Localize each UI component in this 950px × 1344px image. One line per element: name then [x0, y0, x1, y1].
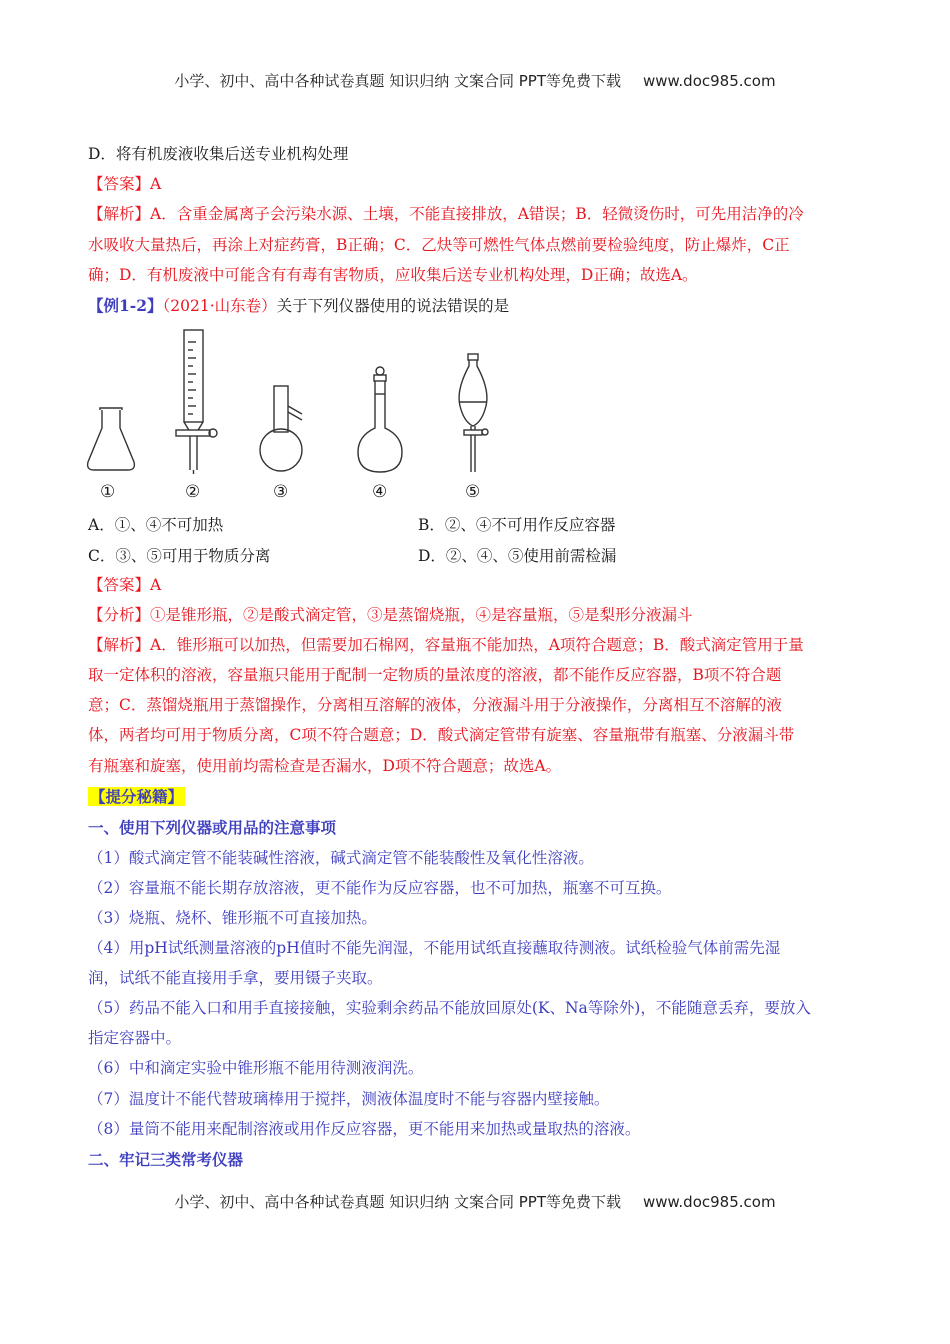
instruments-figure — [0, 0, 950, 520]
q2-analysis-line-5: 有瓶塞和旋塞，使用前均需检查是否漏水，D项不符合题意；故选A。 — [88, 757, 562, 775]
instrument-label-4: ④ — [372, 482, 388, 502]
footer-text: 小学、初中、高中各种试卷真题 知识归纳 文案合同 PPT等免费下载 — [174, 1193, 621, 1211]
option-c: C．③、⑤可用于物质分离 — [88, 547, 271, 565]
analysis-text: A．锥形瓶可以加热，但需要加石棉网，容量瓶不能加热，A项符合题意；B．酸式滴定管用于量 — [150, 636, 804, 654]
footer-url[interactable]: www.doc985.com — [642, 1193, 776, 1211]
analysis-tag: 【解析】 — [88, 205, 151, 223]
q1-analysis-line-2: 水吸收大量热后，再涂上对症药膏，B正确；C．乙炔等可燃性气体点燃前要检验纯度，防止爆炸，C正 — [88, 236, 790, 254]
tip-line-3: （3）烧瓶、烧杯、锥形瓶不可直接加热。 — [88, 909, 377, 927]
header-text: 小学、初中、高中各种试卷真题 知识归纳 文案合同 PPT等免费下载 — [174, 72, 621, 90]
tip-line-1: （1）酸式滴定管不能装碱性溶液，碱式滴定管不能装酸性及氧化性溶液。 — [88, 849, 594, 867]
instrument-label-1: ① — [100, 482, 116, 502]
q2-analysis-line-2: 取一定体积的溶液，容量瓶只能用于配制一定物质的量浓度的溶液，都不能作反应容器，B项不符合题 — [88, 666, 782, 684]
volumetric-flask-icon — [358, 367, 402, 472]
conical-flask-icon — [88, 408, 135, 470]
tip-line-5: （5）药品不能入口和用手直接接触，实验剩余药品不能放回原处(K、Na等除外)，不能随意丢弃，要放入 — [88, 999, 811, 1017]
tip-line-4b: 润，试纸不能直接用手拿，要用镊子夹取。 — [88, 969, 383, 987]
burette-icon — [176, 330, 217, 474]
instrument-label-5: ⑤ — [465, 482, 481, 502]
q2-analysis-line-3: 意；C．蒸馏烧瓶用于蒸馏操作，分离相互溶解的液体，分液漏斗用于分液操作，分离相互不溶解的液 — [88, 696, 782, 714]
analysis-tag: 【解析】 — [88, 636, 151, 654]
tips-title — [88, 786, 868, 808]
example-label: 【例1-2】 — [88, 296, 163, 315]
tips-section-1: 一、使用下列仪器或用品的注意事项 — [88, 818, 337, 837]
tip-line-2: （2）容量瓶不能长期存放溶液，更不能作为反应容器，也不可加热，瓶塞不可互换。 — [88, 879, 672, 897]
tip-line-4: （4）用pH试纸测量溶液的pH值时不能先润湿，不能用试纸直接蘸取待测液。试纸检验气体前需先湿 — [88, 939, 781, 957]
header-url[interactable]: www.doc985.com — [642, 72, 776, 90]
page-footer — [0, 1191, 950, 1212]
q2-fenxi — [88, 604, 868, 626]
option-d: D．②、④、⑤使用前需检漏 — [418, 547, 617, 565]
instrument-label-3: ③ — [273, 482, 289, 502]
option-b: B．②、④不可用作反应容器 — [418, 516, 616, 534]
q2-answer — [88, 574, 868, 596]
tip-line-8: （8）量筒不能用来配制溶液或用作反应容器，更不能用来加热或量取热的溶液。 — [88, 1120, 641, 1138]
answer-tag: 【答案】 — [88, 576, 151, 594]
separatory-funnel-icon — [459, 354, 488, 472]
example-source: （2021·山东卷） — [162, 297, 277, 315]
q2-analysis-line-4: 体，两者均可用于物质分离，C项不符合题意；D．酸式滴定管带有旋塞、容量瓶带有瓶塞、分液漏斗带 — [88, 726, 795, 744]
analysis-text: A．含重金属离子会污染水源、土壤，不能直接排放，A错误；B．轻微烫伤时，可先用洁净的冷 — [150, 205, 804, 223]
tip-line-7: （7）温度计不能代替玻璃棒用于搅拌，测液体温度时不能与容器内壁接触。 — [88, 1090, 610, 1108]
tip-line-5b: 指定容器中。 — [88, 1029, 182, 1047]
q2-analysis-line-1 — [88, 634, 868, 656]
q1-option-d: D．将有机废液收集后送专业机构处理 — [88, 145, 349, 163]
instrument-label-2: ② — [185, 482, 201, 502]
tips-title-highlight: 【提分秘籍】 — [90, 787, 184, 806]
answer-tag: 【答案】 — [88, 175, 151, 193]
answer-value: A — [150, 576, 162, 594]
example-question: 关于下列仪器使用的说法错误的是 — [276, 297, 510, 315]
tips-section-2: 二、牢记三类常考仪器 — [88, 1150, 244, 1169]
tip-line-6: （6）中和滴定实验中锥形瓶不能用待测液润洗。 — [88, 1059, 424, 1077]
answer-value: A — [150, 175, 162, 193]
option-a: A．①、④不可加热 — [88, 516, 224, 534]
fenxi-tag: 【分析】 — [88, 606, 151, 624]
distilling-flask-icon — [260, 386, 302, 471]
q1-analysis-line-3: 确；D．有机废液中可能含有有毒有害物质，应收集后送专业机构处理，D正确；故选A。 — [88, 266, 698, 284]
fenxi-text: ①是锥形瓶，②是酸式滴定管，③是蒸馏烧瓶，④是容量瓶，⑤是梨形分液漏斗 — [150, 606, 693, 624]
